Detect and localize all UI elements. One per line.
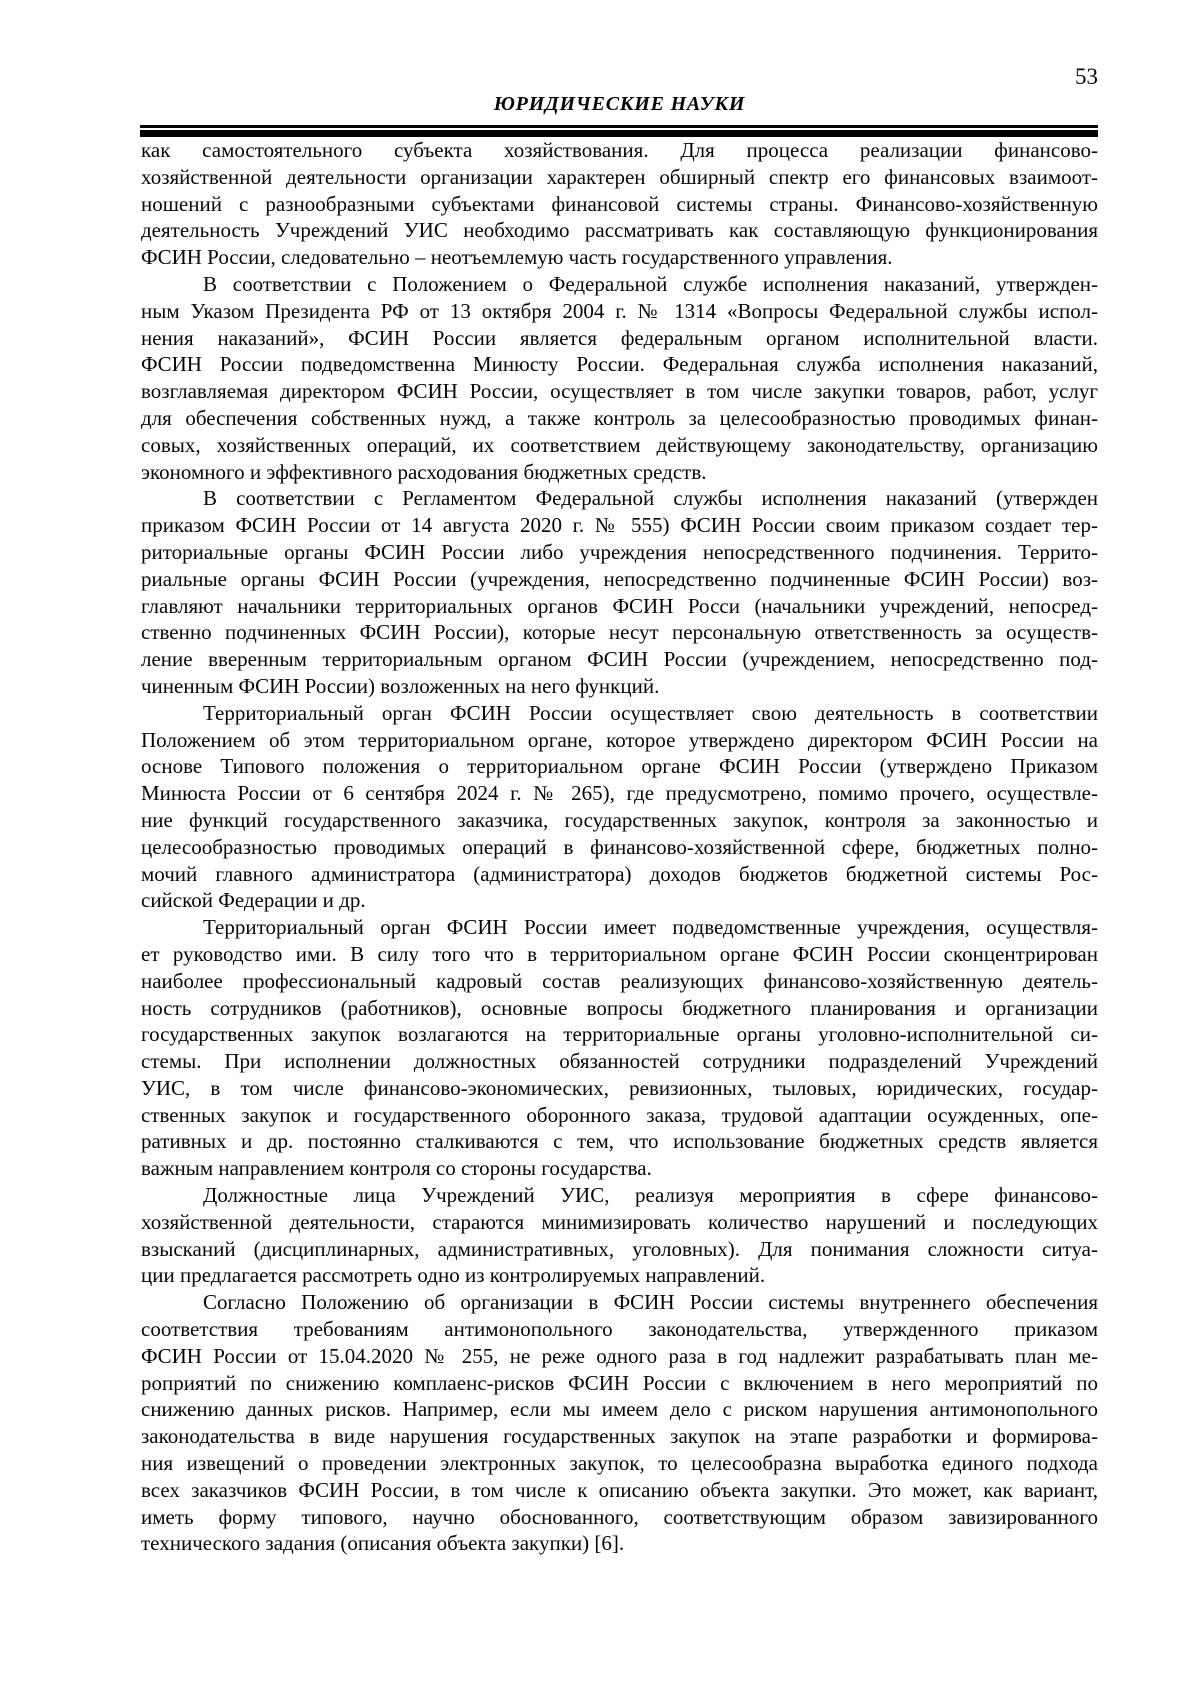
text-line: ративных и др. постоянно сталкиваются с тем, что использование бюджетных средств является [141, 1129, 1098, 1154]
text-line: совых, хозяйственных операций, их соответствием действующему законодательству, организацию [141, 432, 1098, 457]
text-line: УИС, в том числе финансово-экономических, ревизионных, тыловых, юридических, государ- [141, 1075, 1098, 1100]
text-line: ным Указом Президента РФ от 13 октября 2004 г. № 1314 «Вопросы Федеральной службы испол- [141, 298, 1098, 323]
text-line: иметь форму типового, научно обоснованного, соответствующим образом завизированного [141, 1504, 1098, 1529]
rule-thick-bar [140, 130, 1098, 137]
text-line: взысканий (дисциплинарных, административных, уголовных). Для понимания сложности ситуа- [141, 1236, 1098, 1261]
text-line: технического задания (описания объекта закупки) [6]. [141, 1531, 625, 1556]
article-body [141, 137, 1098, 1557]
section-header: ЮРИДИЧЕСКИЕ НАУКИ [493, 93, 746, 115]
text-line: Должностные лица Учреждений УИС, реализуя мероприятия в сфере финансово- [203, 1183, 1098, 1208]
text-line: всех заказчиков ФСИН России, в том числе к описанию объекта закупки. Это может, как вариант, [141, 1477, 1098, 1502]
text-line: ФСИН России, следовательно – неотъемлемую часть государственного управления. [141, 245, 893, 270]
text-line: ление вверенным территориальным органом ФСИН России (учреждением, непосредственно под- [141, 647, 1098, 672]
text-line: приказом ФСИН России от 14 августа 2020 г. № 555) ФСИН России своим приказом создает тер- [141, 513, 1098, 538]
text-line: важным направлением контроля со стороны государства. [141, 1156, 652, 1181]
text-line: ции предлагается рассмотреть одно из контролируемых направлений. [141, 1263, 766, 1288]
text-line: экономного и эффективного расходования бюджетных средств. [141, 459, 707, 484]
paragraph [141, 271, 1098, 485]
text-line: роприятий по снижению комплаенс-рисков ФСИН России с включением в него мероприятий по [141, 1370, 1098, 1395]
paragraph [141, 700, 1098, 914]
text-line: стемы. При исполнении должностных обязанностей сотрудники подразделений Учреждений [141, 1049, 1098, 1074]
header-double-rule [140, 125, 1098, 137]
text-line: Согласно Положению об организации в ФСИН России системы внутреннего обеспечения [203, 1290, 1098, 1315]
text-line: соответствия требованиям антимонопольного законодательства, утвержденного приказом [141, 1317, 1098, 1342]
text-line: мочий главного администратора (администратора) доходов бюджетов бюджетной системы Рос- [141, 861, 1098, 886]
text-line: Положением об этом территориальном органе, которое утверждено директором ФСИН России на [141, 727, 1098, 752]
text-line: Территориальный орган ФСИН России имеет подведомственные учреждения, осуществля- [203, 915, 1098, 940]
text-line: хозяйственной деятельности организации характерен обширный спектр его финансовых взаимоот- [141, 164, 1098, 189]
text-line: снижению данных рисков. Например, если мы имеем дело с риском нарушения антимонопольного [141, 1397, 1098, 1422]
text-line: ность сотрудников (работников), основные вопросы бюджетного планирования и организации [141, 995, 1098, 1020]
text-line: целесообразностью проводимых операций в финансово-хозяйственной сфере, бюджетных полно- [141, 834, 1098, 859]
text-line: ственных закупок и государственного оборонного заказа, трудовой адаптации осужденных, опе- [141, 1102, 1098, 1127]
text-line: риальные органы ФСИН России (учреждения, непосредственно подчиненные ФСИН России) воз- [141, 566, 1098, 591]
text-line: государственных закупок возлагаются на территориальные органы уголовно-исполнительной си- [141, 1022, 1098, 1047]
paragraph [141, 485, 1098, 699]
text-line: В соответствии с Положением о Федеральной службе исполнения наказаний, утвержден- [203, 271, 1098, 296]
text-line: ственно подчиненных ФСИН России), которые несут персональную ответственность за осуществ- [141, 620, 1098, 645]
paragraph [141, 914, 1098, 1182]
paragraph [141, 137, 1098, 271]
text-line: для обеспечения собственных нужд, а также контроль за целесообразностью проводимых финан- [141, 405, 1098, 430]
text-line: как самостоятельного субъекта хозяйствования. Для процесса реализации финансово- [141, 138, 1098, 162]
paragraph [141, 1289, 1098, 1557]
text-line: основе Типового положения о территориальном органе ФСИН России (утверждено Приказом [141, 754, 1098, 779]
text-line: нения наказаний», ФСИН России является федеральным органом исполнительной власти. [141, 325, 1098, 350]
text-line: В соответствии с Регламентом Федеральной службы исполнения наказаний (утвержден [203, 486, 1098, 511]
text-line: законодательства в виде нарушения государственных закупок на этапе разработки и формирова- [141, 1424, 1098, 1449]
text-line: ния извещений о проведении электронных закупок, то целесообразна выработка единого подхода [141, 1451, 1098, 1476]
text-line: ет руководство ими. В силу того что в территориальном органе ФСИН России сконцентрирован [141, 941, 1098, 966]
text-line: хозяйственной деятельности, стараются минимизировать количество нарушений и последующих [141, 1209, 1098, 1234]
text-line: наиболее профессиональный кадровый состав реализующих финансово-хозяйственную деятель- [141, 968, 1098, 993]
text-line: Территориальный орган ФСИН России осуществляет свою деятельность в соответствии [203, 700, 1098, 725]
text-line: ношений с разнообразными субъектами финансовой системы страны. Финансово-хозяйственную [141, 191, 1098, 216]
text-line: ние функций государственного заказчика, государственных закупок, контроля за законностью и [141, 807, 1098, 832]
text-line: Минюста России от 6 сентября 2024 г. № 265), где предусмотрено, помимо прочего, осуществле- [141, 781, 1098, 806]
text-line: деятельность Учреждений УИС необходимо рассматривать как составляющую функционирования [141, 218, 1098, 243]
text-line: ФСИН России от 15.04.2020 № 255, не реже одного раза в год надлежит разрабатывать план ме- [141, 1343, 1098, 1368]
text-line: ФСИН России подведомственна Минюсту России. Федеральная служба исполнения наказаний, [141, 352, 1098, 377]
text-line: возглавляемая директором ФСИН России, осуществляет в том числе закупки товаров, работ, услуг [141, 379, 1098, 404]
text-line: чиненным ФСИН России) возложенных на него функций. [141, 673, 660, 698]
text-line: сийской Федерации и др. [141, 888, 366, 913]
text-line: главляют начальники территориальных органов ФСИН Росси (начальники учреждений, непосред- [141, 593, 1098, 618]
paragraph [141, 1182, 1098, 1289]
text-line: риториальные органы ФСИН России либо учреждения непосредственного подчинения. Террито- [141, 539, 1098, 564]
page-number: 53 [1075, 64, 1098, 89]
